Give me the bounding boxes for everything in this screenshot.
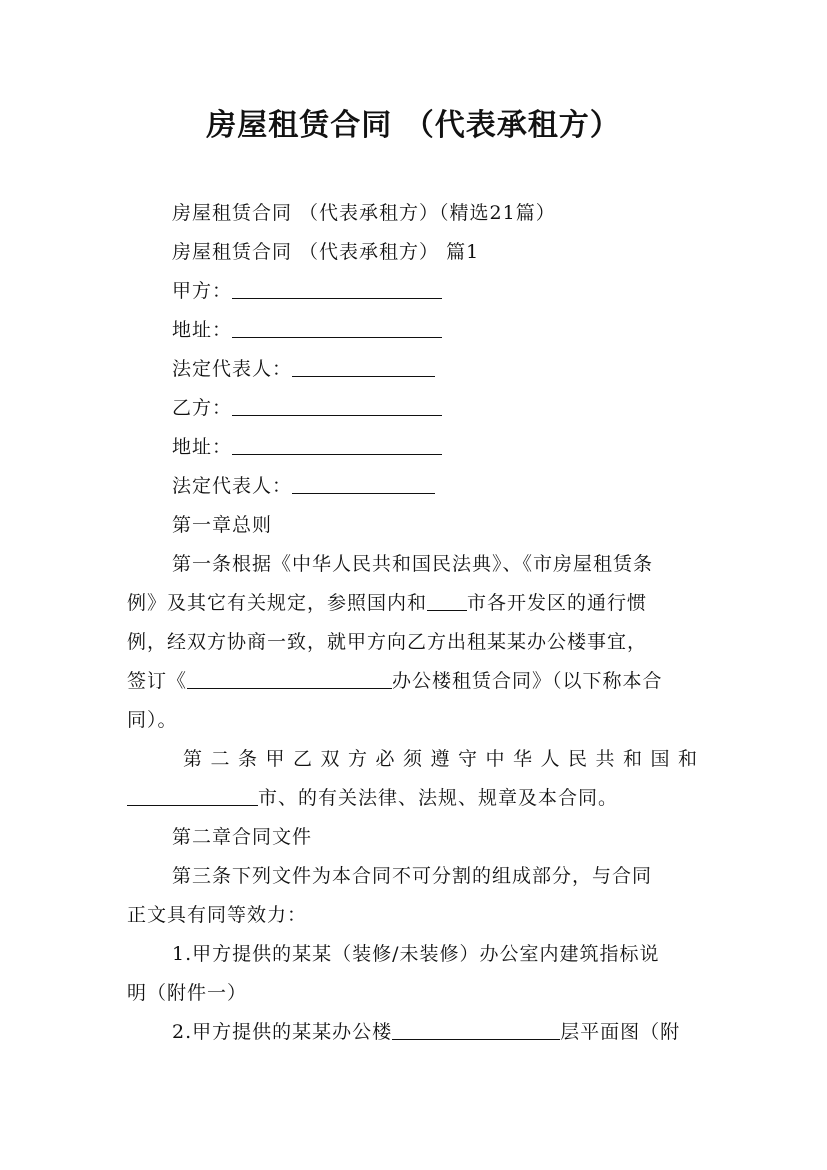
party-a-rep-blank (292, 356, 435, 377)
party-b-label: 乙方： (172, 397, 233, 419)
party-a-line (172, 276, 442, 303)
party-a-rep-label: 法定代表人： (172, 358, 293, 380)
article-1-line-5: 同）。 (127, 709, 178, 731)
item-2-line-1 (172, 1017, 680, 1044)
city-blank-2 (127, 785, 258, 806)
document-title: 房屋租赁合同 （代表承租方） (206, 108, 621, 143)
party-b-address-line (172, 432, 442, 459)
party-a-address-label: 地址： (172, 319, 233, 341)
article-1-line-2 (127, 588, 702, 615)
party-b-line (172, 393, 442, 420)
article-2-line-1: 第二条甲乙双方必须遵守中华人民共和国和 (183, 748, 706, 770)
item-2-line-1-start: 2.甲方提供的某某办公楼 (172, 1021, 393, 1043)
article-1-line-2-start: 例》及其它有关规定，参照国内和 市各开发区的通行惯 (127, 592, 648, 614)
city-blank-1 (427, 590, 467, 611)
party-b-rep-blank (292, 473, 435, 494)
item-1-line-2: 明（附件一） (127, 982, 248, 1004)
party-a-blank (232, 278, 442, 299)
party-b-rep-line (172, 471, 435, 498)
article-1-line-4-start: 签订《 (127, 670, 188, 692)
party-b-address-blank (232, 434, 442, 455)
chapter-1-heading: 第一章总则 (172, 514, 273, 536)
article-1-line-3: 例，经双方协商一致，就甲方向乙方出租某某办公楼事宜， (127, 631, 648, 653)
item-1-line-1: 1.甲方提供的某某（装修/未装修）办公室内建筑指标说 (172, 943, 660, 965)
party-b-address-label: 地址： (172, 436, 233, 458)
section-heading: 房屋租赁合同 （代表承租方） 篇1 (172, 241, 480, 263)
contract-name-blank (187, 668, 392, 689)
party-a-label: 甲方： (172, 280, 233, 302)
party-b-rep-label: 法定代表人： (172, 475, 293, 497)
item-2-line-1-end: 层平面图（附 (560, 1021, 681, 1043)
article-3-line-1: 第三条下列文件为本合同不可分割的组成部分，与合同 (172, 865, 653, 887)
document-subtitle: 房屋租赁合同 （代表承租方）（精选21篇） (172, 202, 556, 224)
chapter-2-heading: 第二章合同文件 (172, 826, 313, 848)
article-2-line-2-text: 市、的有关法律、法规、规章及本合同。 (258, 787, 619, 809)
party-a-address-line (172, 315, 442, 342)
floor-blank (392, 1019, 560, 1040)
party-a-address-blank (232, 317, 442, 338)
article-1-line-4-end: 办公楼租赁合同》（以下称本合 (392, 670, 663, 692)
party-b-blank (232, 395, 442, 416)
article-1-line-4 (127, 666, 663, 693)
party-a-rep-line (172, 354, 435, 381)
article-3-line-2: 正文具有同等效力： (127, 904, 308, 926)
article-2-line-2 (127, 783, 618, 810)
article-1-line-1: 第一条根据《中华人民共和国民法典》、《市房屋租赁条 (172, 553, 654, 575)
